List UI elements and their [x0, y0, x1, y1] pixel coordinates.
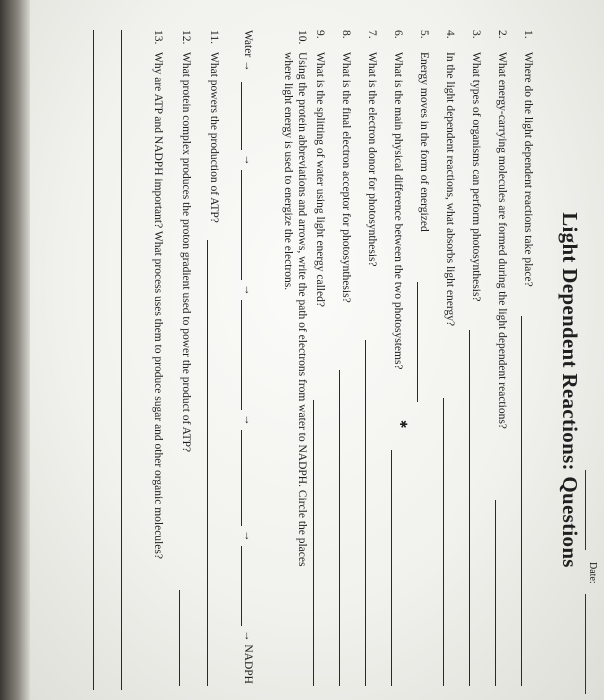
page-title: Light Dependent Reactions: Questions [558, 212, 582, 568]
electron-path-row [234, 0, 254, 690]
table-edge [0, 0, 30, 700]
question-12 [174, 0, 192, 690]
question-text: What is the main physical difference between the two photosystems? [392, 52, 404, 370]
path-arrow: → [242, 154, 254, 166]
pen-mark: ✱ [397, 420, 408, 429]
question-number: 9. [314, 30, 326, 39]
answer-blank[interactable] [207, 240, 208, 686]
question-number: 2. [496, 30, 508, 39]
question-number: 1. [522, 30, 534, 39]
path-blank[interactable] [241, 170, 242, 280]
answer-blank[interactable] [365, 340, 366, 686]
question-1 [516, 0, 534, 690]
question-10 [276, 0, 308, 690]
question-7 [360, 0, 378, 690]
question-13 [146, 0, 164, 690]
question-text: Energy moves in the form of energized [418, 52, 430, 232]
question-number: 6. [392, 30, 404, 39]
answer-blank[interactable] [179, 590, 180, 686]
question-text: What protein complex produces the proton gradient used to power the product of ATP? [180, 52, 192, 453]
path-start-label: Water → [242, 30, 254, 72]
question-text: Where do the light dependent reactions take place? [522, 52, 534, 287]
answer-blank[interactable] [521, 316, 522, 686]
answer-blank[interactable] [391, 450, 392, 686]
answer-blank[interactable] [417, 282, 418, 402]
path-blank[interactable] [241, 430, 242, 526]
question-number: 10. [296, 30, 308, 45]
question-number: 7. [366, 30, 378, 39]
question-4 [438, 0, 456, 690]
answer-blank[interactable] [469, 330, 470, 686]
question-text: What is the final electron acceptor for photosynthesis? [340, 52, 352, 303]
question-2 [490, 0, 508, 690]
path-arrow: → [242, 414, 254, 426]
question-number: 13. [152, 30, 164, 45]
question-3 [464, 0, 482, 690]
question-number: 5. [418, 30, 430, 39]
question-number: 11. [208, 30, 220, 44]
answer-blank[interactable] [443, 398, 444, 686]
path-blank[interactable] [241, 546, 242, 626]
date-blank [585, 594, 586, 694]
question-11 [202, 0, 220, 690]
question-number: 8. [340, 30, 352, 39]
path-arrow: → [242, 284, 254, 296]
question-8 [334, 0, 352, 690]
question-text-continued: where light energy is used to energize the electrons. [282, 52, 294, 291]
question-text: What energy-carrying molecules are formed during the light dependent reactions? [496, 52, 508, 429]
question-number: 4. [444, 30, 456, 39]
date-row [584, 470, 598, 700]
question-text: What is the splitting of water using light energy called? [314, 52, 326, 307]
question-text: Why are ATP and NADPH important? What process uses them to produce sugar and other organic molecules? [152, 52, 164, 559]
question-text: What types of organisms can perform photosynthesis? [470, 52, 482, 302]
question-6 [386, 0, 404, 690]
answer-line[interactable] [93, 30, 94, 690]
date-label: Date: [587, 562, 598, 584]
path-arrow: → [242, 530, 254, 542]
question-number: 3. [470, 30, 482, 39]
answer-line[interactable] [121, 30, 122, 690]
name-blank [585, 470, 586, 550]
question-number: 12. [180, 30, 192, 45]
answer-blank[interactable] [313, 400, 314, 686]
question-text: What powers the production of ATP? [208, 52, 220, 223]
question-text: In the light dependent reactions, what absorbs light energy? [444, 52, 456, 327]
answer-blank[interactable] [495, 500, 496, 686]
question-text: Using the protein abbreviations and arrows, write the path of electrons from water to NADPH. Circle the places [296, 52, 308, 567]
path-end-label: → NADPH [242, 630, 254, 684]
question-5 [412, 0, 430, 690]
path-blank[interactable] [241, 300, 242, 410]
question-text: What is the electron donor for photosynthesis? [366, 52, 378, 267]
path-blank[interactable] [241, 82, 242, 150]
answer-blank[interactable] [339, 370, 340, 686]
question-9 [308, 0, 326, 690]
worksheet-page [30, 0, 604, 700]
